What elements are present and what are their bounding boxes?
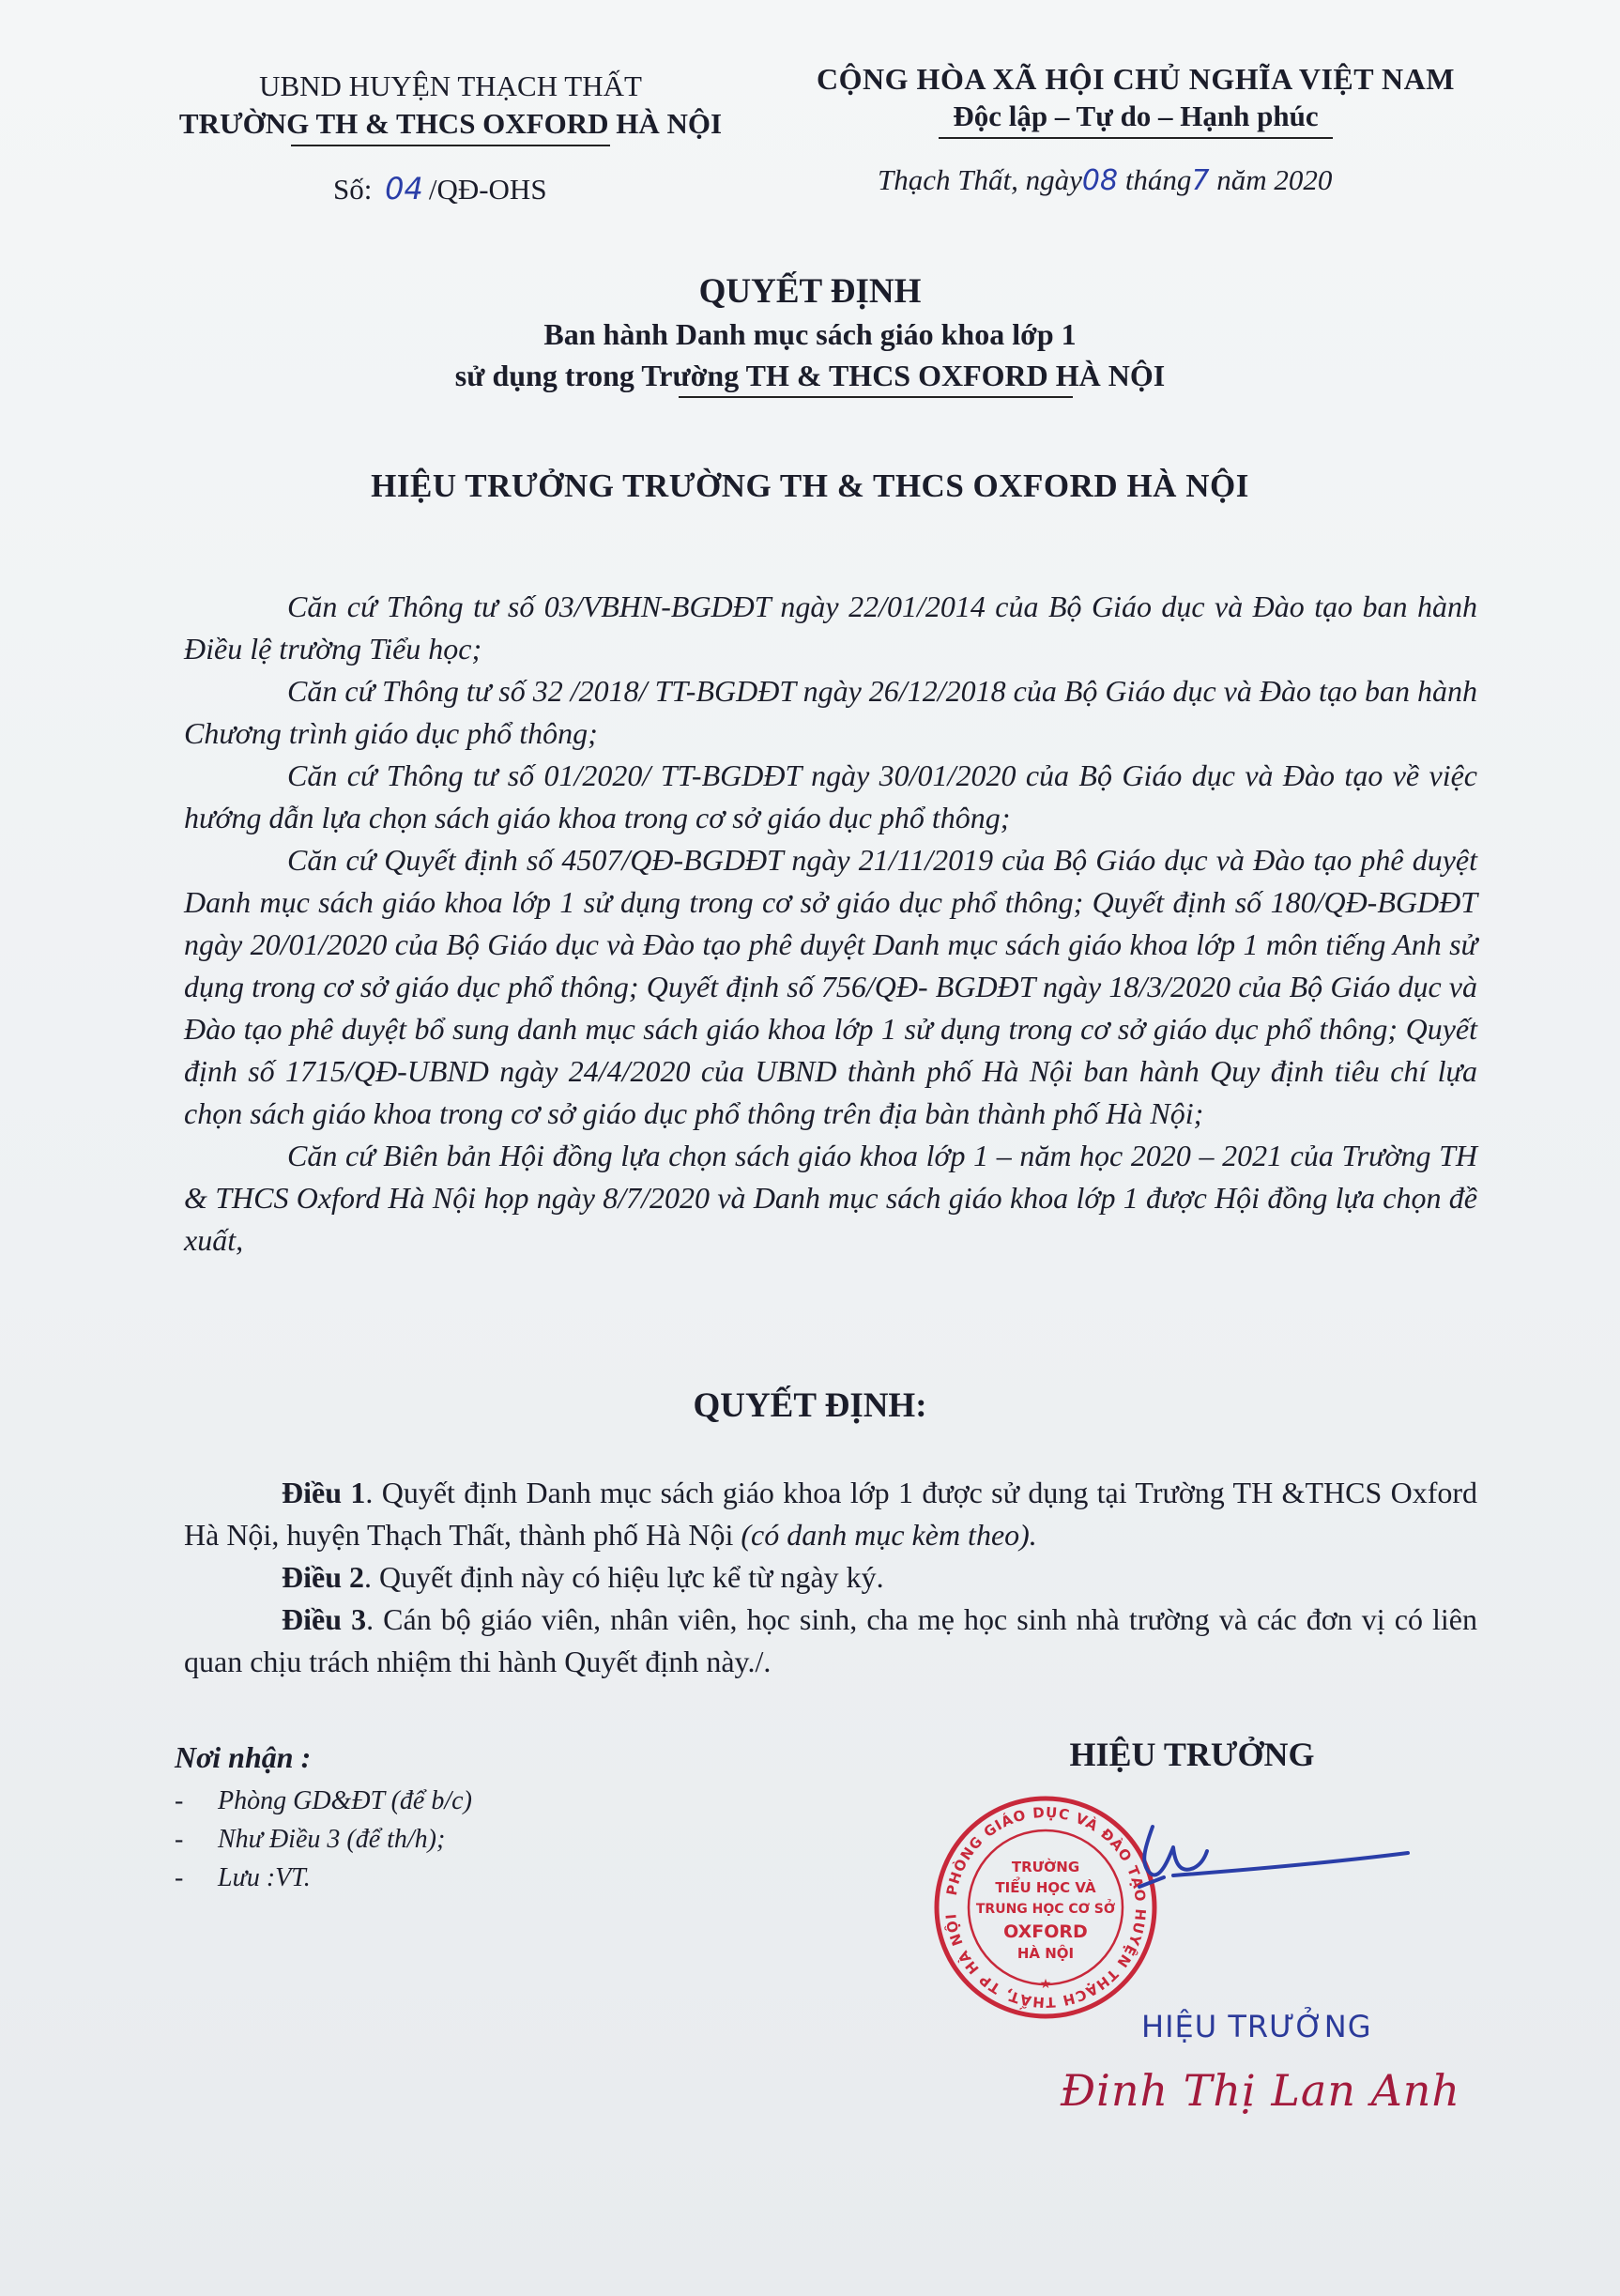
motto-underline xyxy=(939,137,1333,139)
national-title-block xyxy=(779,60,1492,139)
decision-title: QUYẾT ĐỊNH xyxy=(698,272,922,311)
seal-line: TRUNG HỌC CƠ SỞ xyxy=(975,1902,1116,1917)
recipients-block xyxy=(175,1737,700,1897)
number-suffix: /QĐ-OHS xyxy=(428,173,547,206)
subtitle-underline xyxy=(679,396,1073,398)
motto-line: Độc lập – Tự do – Hạnh phúc xyxy=(953,99,1319,132)
legal-basis-section xyxy=(184,586,1477,1262)
article-3 xyxy=(184,1599,1477,1683)
recipients-heading: Nơi nhận : xyxy=(175,1740,312,1774)
seal-line: OXFORD xyxy=(1003,1921,1088,1942)
handwritten-signature-icon xyxy=(1108,1819,1417,1922)
date-day: 08 xyxy=(1081,164,1119,197)
basis-paragraph: Căn cứ Quyết định số 4507/QĐ-BGDĐT ngày 21/11/2019 của Bộ Giáo dục và Đào tạo phê duyệt Danh mục sách giáo khoa lớp 1 sử dụng trong cơ sở giáo dục phổ thông; Quyết định số 180/QĐ-BGDĐT ngày 20/01/2020 của Bộ Giáo dục và Đào tạo phê duyệt Danh mục sách giáo khoa lớp 1 môn tiếng Anh sử dụng trong cơ sở giáo dục phổ thông; Quyết định số 756/QĐ- BGDĐT ngày 18/3/2020 của Bộ Giáo dục và Đào tạo phê duyệt bổ sung danh mục sách giáo khoa lớp 1 sử dụng trong cơ sở giáo dục phổ thông; Quyết định số 1715/QĐ-UBND ngày 24/4/2020 của UBND thành phố Hà Nội ban hành Quy định tiêu chí lựa chọn sách giáo khoa trong cơ sở giáo dục phổ thông trên địa bàn thành phố Hà Nội; xyxy=(184,843,1477,1130)
school-line: TRƯỜNG TH & THCS OXFORD HÀ NỘI xyxy=(178,107,723,140)
basis-paragraph: Căn cứ Biên bản Hội đồng lựa chọn sách giáo khoa lớp 1 – năm học 2020 – 2021 của Trường TH & THCS Oxford Hà Nội họp ngày 8/7/2020 và Danh mục sách giáo khoa lớp 1 được Hội đồng lựa chọn đề xuất, xyxy=(184,1139,1477,1257)
recipient-item: - Lưu :VT. xyxy=(175,1863,311,1892)
seal-line: TIỂU HỌC VÀ xyxy=(995,1879,1096,1896)
header-left-underline xyxy=(291,145,610,146)
basis-paragraph: Căn cứ Thông tư số 03/VBHN-BGDĐT ngày 22/01/2014 của Bộ Giáo dục và Đào tạo ban hành Điều lệ trường Tiểu học; xyxy=(184,589,1477,666)
signer-title: HIỆU TRƯỞNG xyxy=(1069,1736,1315,1773)
date-place: Thạch Thất, ngày xyxy=(878,163,1082,196)
seal-line: HÀ NỘI xyxy=(1016,1945,1075,1962)
recipients-list xyxy=(175,1782,700,1897)
article-label: Điều 1 xyxy=(282,1476,366,1509)
republic-line: CỘNG HÒA XÃ HỘI CHỦ NGHĨA VIỆT NAM xyxy=(817,62,1455,96)
basis-paragraph: Căn cứ Thông tư số 32 /2018/ TT-BGDĐT ngày 26/12/2018 của Bộ Giáo dục và Đào tạo ban hành Chương trình giáo dục phổ thông; xyxy=(184,674,1477,750)
decision-title-block xyxy=(0,270,1620,398)
article-text: . Quyết định Danh mục sách giáo khoa lớp 1 được sử dụng tại Trường TH &THCS Oxford Hà Nội, huyện Thạch Thất, thành phố Hà Nội xyxy=(184,1476,1478,1552)
decision-heading: QUYẾT ĐỊNH: xyxy=(693,1386,927,1425)
article-text: . Quyết định này có hiệu lực kể từ ngày ký. xyxy=(364,1560,884,1594)
issuing-authority-block xyxy=(141,68,760,146)
svg-text:★: ★ xyxy=(1039,1977,1052,1992)
article-text: . Cán bộ giáo viên, nhân viên, học sinh, cha mẹ học sinh nhà trường và các đơn vị có liên quan chịu trách nhiệm thi hành Quyết định này./. xyxy=(184,1602,1478,1678)
number-handwritten: 04 xyxy=(385,171,423,207)
basis-paragraph: Căn cứ Thông tư số 01/2020/ TT-BGDĐT ngày 30/01/2020 của Bộ Giáo dục và Đào tạo về việc hướng dẫn lựa chọn sách giáo khoa trong cơ sở giáo dục phổ thông; xyxy=(184,758,1477,834)
seal-ring-text: PHÒNG GIÁO DỤC VÀ ĐÀO TẠO HUYỆN THẠCH THẤT, TP HÀ NỘI xyxy=(942,1803,1150,2012)
agency-line: UBND HUYỆN THẠCH THẤT xyxy=(259,69,642,102)
article-note: (có danh mục kèm theo). xyxy=(741,1518,1037,1552)
recipient-item: - Phòng GD&ĐT (để b/c) xyxy=(175,1786,472,1815)
document-date xyxy=(878,163,1332,197)
authority-heading: HIỆU TRƯỞNG TRƯỜNG TH & THCS OXFORD HÀ NỘI xyxy=(371,467,1249,504)
stamp-role: HIỆU TRƯỞNG xyxy=(1141,2009,1372,2044)
seal-line: TRƯỜNG xyxy=(1011,1859,1080,1875)
recipient-item: - Như Điều 3 (để th/h); xyxy=(175,1825,446,1854)
date-month-label: tháng xyxy=(1124,163,1192,196)
date-year: năm 2020 xyxy=(1216,163,1333,196)
decision-subtitle-1: Ban hành Danh mục sách giáo khoa lớp 1 xyxy=(543,317,1077,351)
signer-name: Đinh Thị Lan Anh xyxy=(1061,2065,1461,2116)
article-label: Điều 2 xyxy=(282,1560,364,1594)
article-1 xyxy=(184,1472,1477,1556)
article-2 xyxy=(184,1556,1477,1599)
document-number xyxy=(333,171,547,207)
articles-section xyxy=(184,1472,1477,1683)
number-prefix: Số: xyxy=(333,173,373,206)
date-month: 7 xyxy=(1191,164,1210,197)
article-label: Điều 3 xyxy=(282,1602,367,1636)
decision-subtitle-2: sử dụng trong Trường TH & THCS OXFORD HÀ NỘI xyxy=(454,359,1166,392)
